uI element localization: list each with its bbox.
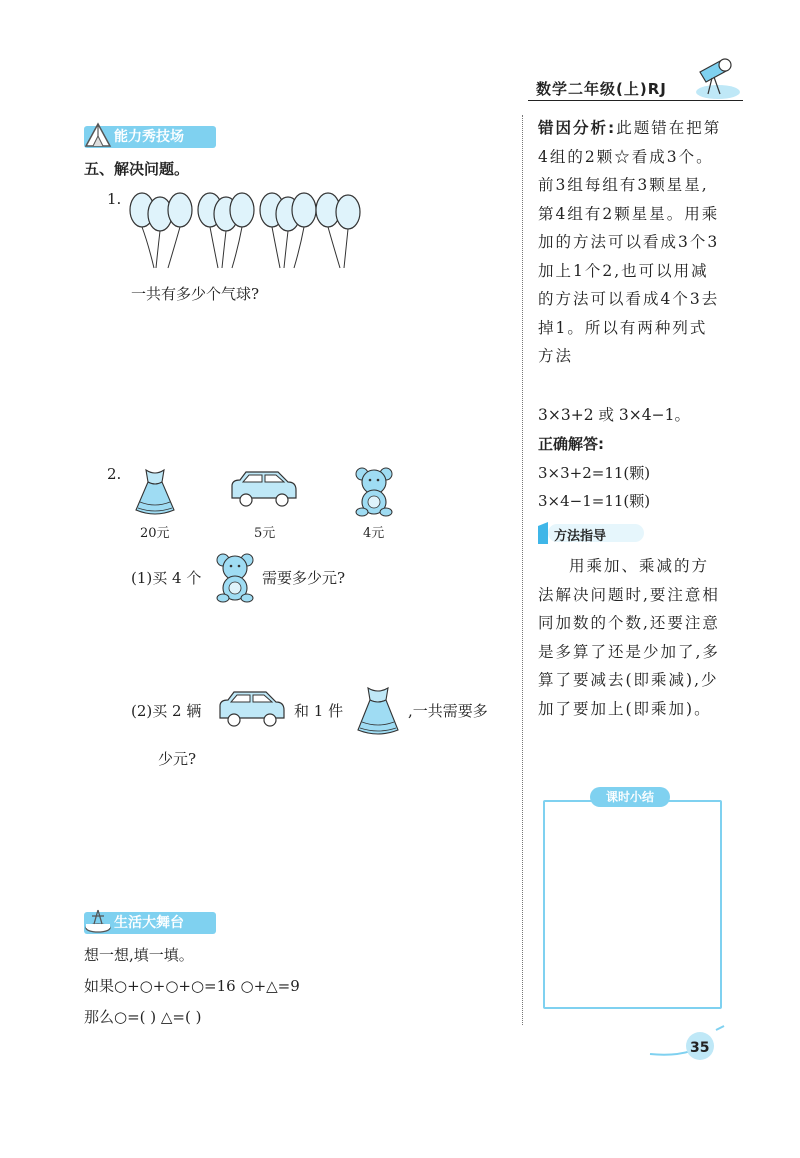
dress-icon — [130, 466, 180, 518]
teddy-bear-icon — [352, 466, 396, 516]
tent-icon — [84, 120, 112, 148]
error-analysis-text: 此题错在把第4组的2颗☆看成3个。前3组每组有3颗星星,第4组有2颗星星。用乘加的方法可以看成3个3加上1个2,也可以用减的方法可以看成4个3去掉1。所以有两种列式方法 — [538, 119, 722, 365]
method-guide-text: 用乘加、乘减的方法解决问题时,要注意相同加数的个数,还要注意是多算了还是少加了,多算了要减去(即乘减),少加了要加上(即乘加)。 — [538, 557, 720, 718]
sub2-prefix: (2)买 2 辆 — [131, 702, 202, 720]
error-analysis — [538, 114, 723, 371]
lesson-summary-box — [543, 800, 722, 1009]
car-price: 5元 — [254, 526, 276, 541]
section-title: 五、解决问题。 — [84, 160, 190, 178]
q2-number: 2. — [107, 465, 122, 483]
page-header-title: 数学二年级(上)RJ — [536, 80, 667, 98]
correct-answer-2: 3×4−1=11(颗) — [538, 492, 651, 510]
sub1-suffix: 需要多少元? — [262, 569, 346, 587]
balloon-6 — [230, 193, 254, 227]
telescope-icon — [692, 52, 744, 102]
balloon-9 — [292, 193, 316, 227]
error-formula: 3×3+2 或 3×4−1。 — [538, 406, 690, 424]
think-line-2: 那么○=( ) △=( ) — [84, 1008, 202, 1026]
q1-number: 1. — [107, 190, 122, 208]
life-stage-banner — [84, 912, 216, 934]
bear-price: 4元 — [363, 526, 385, 541]
dress-price: 20元 — [140, 526, 170, 541]
correct-answer-label: 正确解答: — [538, 435, 604, 453]
teddy-bear-icon — [213, 552, 257, 604]
error-analysis-label: 错因分析: — [538, 119, 617, 137]
car-icon — [216, 690, 288, 728]
ability-banner-label: 能力秀技场 — [114, 129, 184, 145]
think-line-1: 如果○+○+○+○=16 ○+△=9 — [84, 977, 300, 995]
column-divider — [522, 115, 523, 1025]
life-stage-banner-label: 生活大舞台 — [114, 915, 184, 931]
stage-icon — [84, 906, 112, 934]
sub2-middle: 和 1 件 — [294, 702, 344, 720]
sub2-suffix: ,一共需要多 — [408, 702, 488, 720]
ability-banner — [84, 126, 216, 148]
dress-icon — [352, 684, 404, 738]
balloon-11 — [336, 195, 360, 229]
think-title: 想一想,填一填。 — [84, 946, 194, 964]
q1-question: 一共有多少个气球? — [131, 285, 260, 303]
method-guide-label: 方法指导 — [554, 529, 607, 544]
sub2-continued: 少元? — [158, 750, 197, 768]
lesson-summary-label: 课时小结 — [590, 787, 670, 807]
car-icon — [228, 470, 300, 508]
sub1-prefix: (1)买 4 个 — [131, 569, 202, 587]
balloon-3 — [168, 193, 192, 227]
page-number: 35 — [690, 1040, 710, 1056]
balloons-illustration — [128, 188, 368, 273]
correct-answer-1: 3×3+2=11(颗) — [538, 464, 651, 482]
